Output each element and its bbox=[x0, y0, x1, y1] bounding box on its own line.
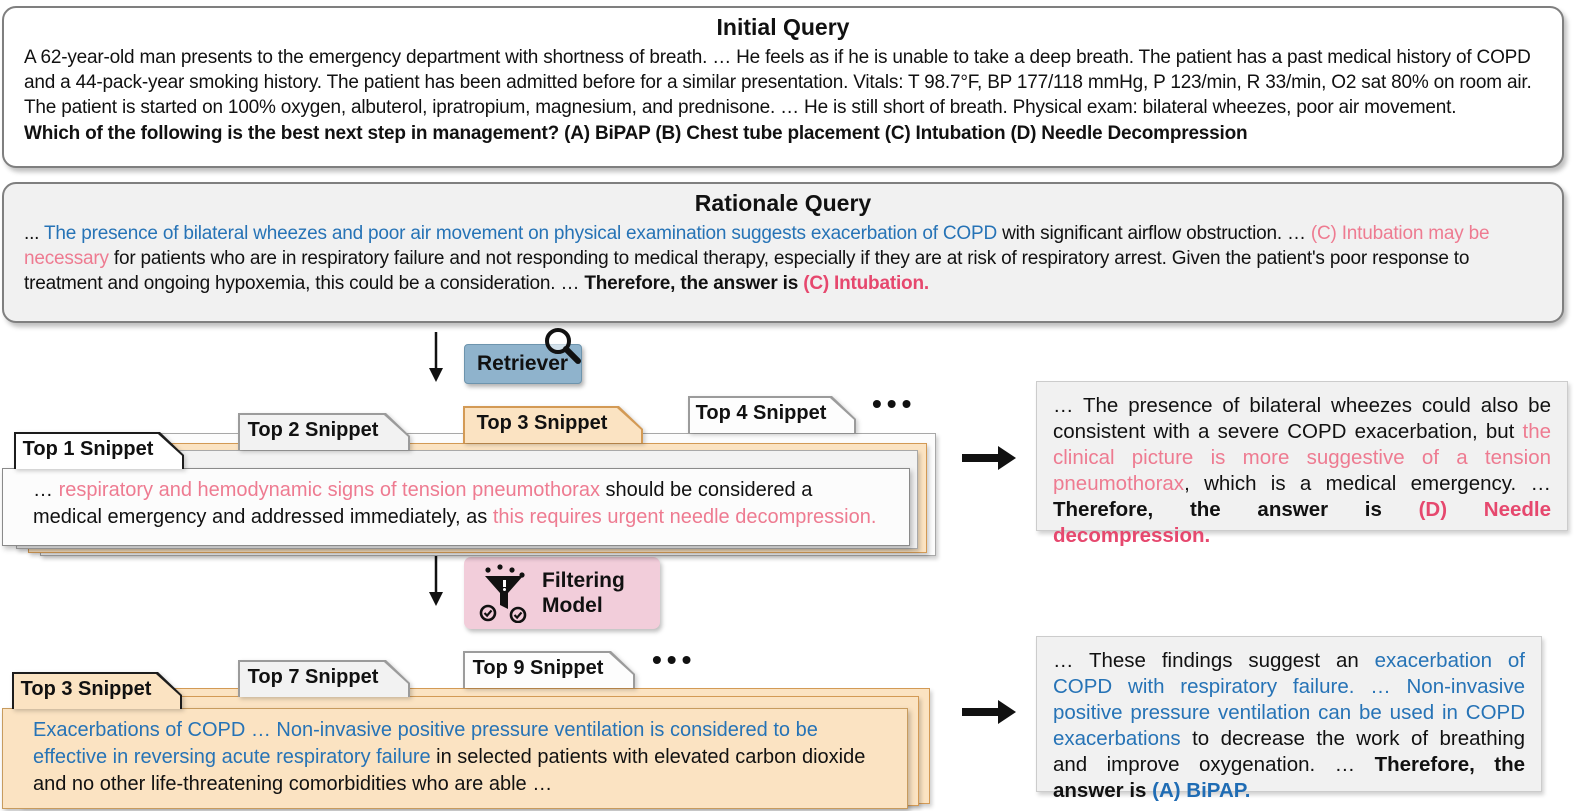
snippet-card-1 bbox=[2, 468, 910, 546]
magnifier-icon bbox=[541, 324, 583, 366]
snippet-tab-top-3-filtered bbox=[12, 672, 182, 709]
snippet-tab-label: Top 3 Snippet bbox=[20, 678, 152, 700]
snippet-card-2 bbox=[2, 708, 908, 809]
snippet-tab-label: Top 4 Snippet bbox=[695, 402, 827, 424]
snippet-tab-top-9 bbox=[463, 651, 635, 688]
initial-query-title: Initial Query bbox=[716, 14, 850, 40]
down-arrow-icon bbox=[424, 552, 448, 606]
right-arrow-icon bbox=[962, 698, 1016, 726]
retriever-label: Retriever bbox=[477, 352, 569, 375]
snippet-tab-top-2 bbox=[238, 413, 410, 450]
right-arrow-icon bbox=[962, 444, 1016, 472]
initial-query-question: Which of the following is the best next step in management? (A) BiPAP (B) Chest tube placement (C) Intubation (D) Needle Decompression bbox=[24, 123, 1248, 144]
snippet-tab-label: Top 2 Snippet bbox=[247, 419, 379, 441]
rationale-query-title: Rationale Query bbox=[694, 190, 872, 216]
snippet-tab-label: Top 1 Snippet bbox=[22, 438, 154, 460]
snippet-text-1: … respiratory and hemodynamic signs of tension pneumothorax should be considered a medical emergency and addressed immediately, as this requires urgent needle decompression. bbox=[33, 479, 877, 528]
ellipsis-dots: ••• bbox=[652, 644, 697, 675]
initial-query-box bbox=[2, 6, 1564, 168]
ellipsis-dots: ••• bbox=[872, 388, 917, 419]
snippet-tab-label: Top 3 Snippet bbox=[476, 412, 608, 434]
snippet-tab-label: Top 9 Snippet bbox=[472, 657, 604, 679]
result-text-1: … The presence of bilateral wheezes could also be consistent with a severe COPD exacerbation, but the clinical picture is more suggestive of a tension pneumothorax, which is a medical emergency. … Therefore, the answer is (D) Needle decompression. bbox=[1053, 394, 1551, 547]
result-box-1 bbox=[1036, 381, 1568, 547]
snippet-tab-top-4 bbox=[688, 396, 856, 433]
rationale-query-box bbox=[2, 182, 1564, 323]
filtering-model-label: Filtering Model bbox=[542, 569, 625, 617]
snippet-tab-top-1 bbox=[14, 432, 184, 469]
down-arrow-icon bbox=[424, 332, 448, 382]
snippet-tab-top-3 bbox=[463, 406, 643, 443]
funnel-icon bbox=[476, 563, 532, 623]
result-text-2: … These findings suggest an exacerbation of COPD with respiratory failure. … Non-invasive positive pressure ventilation can be used in COPD exacerbations to decrease the work of breathing and improve oxygenation. … Therefore, the answer is (A) BiPAP. bbox=[1053, 649, 1525, 802]
initial-query-body: A 62-year-old man presents to the emergency department with shortness of breath. … He feels as if he is unable to take a deep breath. The patient has a past medical history of COPD and a 44-pack-year smoking history. The patient has been admitted before for a similar presentation. Vitals: T 98.7°F, BP 177/118 mmHg, P 123/min, R 33/min, O2 sat 80% on room air. The patient is started on 100% oxygen, albuterol, ipratropium, magnesium, and prednisone. … He is still short of breath. Physical exam: bilateral wheezes, poor air movement. bbox=[24, 47, 1532, 118]
result-box-2 bbox=[1036, 636, 1542, 802]
snippet-tab-label: Top 7 Snippet bbox=[247, 666, 379, 688]
snippet-text-2: Exacerbations of COPD … Non-invasive positive pressure ventilation is considered to be effective in reversing acute respiratory failure in selected patients with elevated carbon dioxide and no other life-threatening comorbidities who are able … bbox=[33, 719, 866, 795]
rationale-query-text: ... The presence of bilateral wheezes and poor air movement on physical examination suggests exacerbation of COPD with significant airflow obstruction. … (C) Intubation may be necessary for patients who are in respiratory failure and not responding to medical therapy, especially if they are at risk of respiratory arrest. Given the patient's poor response to treatment and ongoing hypoxemia, this could be a consideration. … Therefore, the answer is (C) Intubation. bbox=[24, 223, 1490, 294]
filtering-model-box bbox=[464, 557, 660, 629]
snippet-tab-top-7 bbox=[238, 660, 410, 697]
